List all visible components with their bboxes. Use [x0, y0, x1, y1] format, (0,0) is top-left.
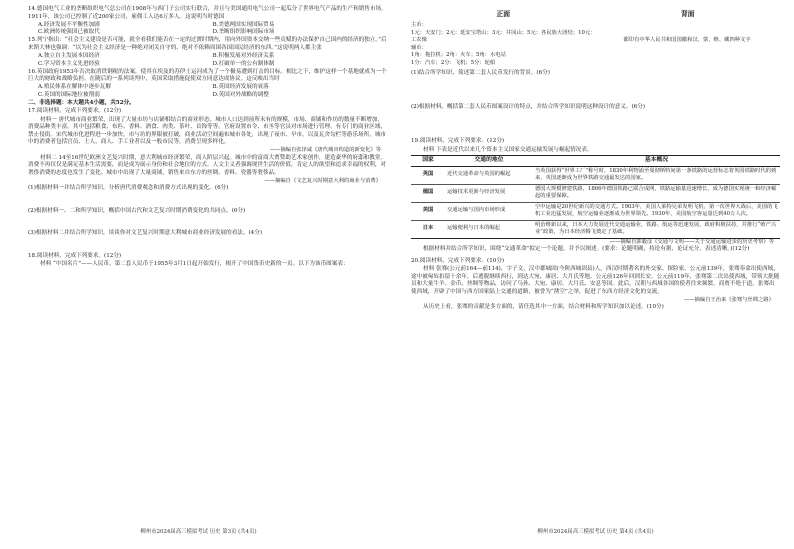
q14-option-a[interactable]: A.经济发展不平衡性加剧 [38, 21, 100, 28]
q19-requirement: 根据材料并结合所学知识，围绕“交通革命”拟定一个论题，并予以阐述。(要求：论题明确，持论有据，论证充分，表述清晰。)(12分) [423, 246, 750, 253]
banknote-front-label: 正面 [496, 10, 511, 18]
table-cell-status: 交通运输与国内市场形成 [445, 202, 533, 220]
q15-option-c[interactable]: C.学习资本主义先进经验 [38, 60, 100, 67]
q16-option-b[interactable]: B.英国经济发展的衰落 [212, 84, 269, 91]
q17-requirement-1: (1)根据材料一并结合所学知识，分析唐代消费观念和消费方式出现的变化。(6分) [28, 185, 229, 192]
right-page [397, 0, 794, 549]
table-cell-status: 近代交通革命与英国的崛起 [445, 166, 533, 184]
q17-material-2: 材料二 14至16世纪欧洲文艺复兴时期，意大利城市经济繁荣，商人阶层兴起。城市中的富商大贾赞助艺术家创作，建造豪华的府邸和教堂。消费不再仅仅是满足基本生活需要，而是成为展示身份和社会地位的方式。人文主义者强调现世生活的价值，肯定人的欲望和追求幸福的权利，对奢侈消费的态度也发生了变化。城市中出现了大量商铺，销售来自东方的丝绸、香料、瓷器等奢侈品。 [28, 154, 387, 176]
table-cell-country: 日本 [411, 220, 445, 238]
part2-heading: 二、非选择题：本大题共4小题，共52分。 [28, 99, 135, 106]
q20-requirement: 从历史上看，张骞的贡献是多方面的，请任选其中一方面，结合材料和所学知识加以论述。(10分) [423, 304, 664, 311]
banknote-front-column [411, 22, 596, 68]
banknote-row: 1角：拖拉机；2角：火车；5角：水电站 [411, 52, 506, 59]
q14-option-b[interactable]: B.美德两国实现国际贸易 [212, 21, 275, 28]
table-row [411, 220, 780, 238]
banknote-row: 1分：汽车；2分：飞机；5分：轮船 [411, 59, 496, 66]
q15-stem: 15.列宁指出：“社会主义建设是否可能，就全看我们能否在一定的过渡时期内，用向外国资本交纳一些贡赋的办法保护自己国内的经济的独立。”后来斯大林也强调：“以为社会主义经济是一种绝对闭关自守的、绝对不依赖周围各国国民经济的东西。”这说明两人都主张 [28, 37, 387, 51]
q14-option-d[interactable]: D.垄断组织影响国际市场 [212, 29, 275, 36]
banknote-table [411, 22, 780, 68]
q14-stem: 14.德国电气工业的垄断组织电气总公司在1908年与西门子公司实行联合，并且与美国通用电气公司一起瓜分了世界电气产品的生产和销售市场。1911年，该公司已控制了近200家公司，雇佣工人达6万多人。这说明当时德国 [28, 6, 387, 20]
banknote-header [411, 8, 780, 18]
banknote-row: 主币： [411, 22, 427, 28]
q20-heading: 20.阅读材料，完成下列要求。(10分) [411, 257, 505, 264]
table-row [411, 184, 780, 202]
q18-heading: 18.阅读材料，完成下列要求。(12分) [28, 252, 122, 259]
left-page-footer: 柳州市2024届高三模拟考试 历史 第3页 (共4页) [140, 529, 257, 535]
table-cell-overview: 德国大规模修建铁路，1866年德国铁路已联合成网，铁路运输量迅速增长，成为德国实现统一和经济崛起的重要保障。 [533, 184, 780, 202]
q20-source: ——摘编自王治来《张骞与丝绸之路》 [683, 296, 774, 303]
q16-option-c[interactable]: C.英国的国际地位被削弱 [38, 92, 100, 99]
q17-heading: 17.阅读材料，完成下列要求。(12分) [28, 108, 122, 115]
table-cell-overview: 空中运输是20世纪新兴的交通方式。1903年，美国人莱特兄弟发明飞机，第一次世界大战后，美国的飞机工业迅猛发展，航空运输业逐渐成为世界领先。1930年，美国航空客运量达到40万人次。 [533, 202, 780, 220]
table-cell-country: 德国 [411, 184, 445, 202]
q16-option-d[interactable]: D.英国对外战略的调整 [212, 92, 269, 99]
q15-option-b[interactable]: B.积极发展对外经济关系 [212, 52, 275, 59]
q17-requirement-2: (2)根据材料一、二和所学知识，概括中国古代和文艺复兴时期消费变化的共同点。(6分) [28, 207, 246, 214]
q19-material: 材料 下表是近代以来几个资本主义国家交通运输发展与崛起情况表。 [423, 146, 593, 153]
q17-material-1: 材料一 唐代城市商业繁荣，出现了大量市坊与店铺相结合的商业形态。城市人口达到前所未有的规模，市场、商铺和作坊的数量不断增加，消费品种类丰富，其中包括粮食、布匹、香料、酒食、肉类、茶叶、首饰等等。官府设置市令、市丞等官员对市场进行管理，有专门的商业区域，禁止侵街。宋代城市化进程进一步加快，市与坊的界限被打破，商业活动空间遍布城市各处，出现了夜市、早市，以及瓦舍勾栏等游乐场所，城市中的消费者包括官员、士人、商人、手工业者以及一般市民等，消费呈现多样化。 [28, 116, 387, 146]
q19-heading: 19.阅读材料，完成下列要求。(12分) [411, 138, 505, 145]
q16-options [28, 84, 387, 100]
banknote-row: 1元：天安门；2元：延安宝塔山；3元：井冈山；5元：各民族大团结；10元：工农像 [411, 29, 596, 44]
q14-option-c[interactable]: C.欧洲传统强国已被取代 [38, 29, 100, 36]
table-header-country: 国家 [411, 156, 445, 167]
q18-requirement-2: (2)根据材料，概括第二套人民币图案设计的特点，并结合所学知识说明这种设计的意义。(6分) [411, 103, 646, 110]
banknote-back-label: 背面 [680, 10, 695, 18]
q16-option-a[interactable]: A.殖民体系在解体中逐步瓦解 [38, 84, 111, 91]
right-page-footer: 柳州市2024届高三模拟考试 历史 第4页 (共4页) [537, 529, 654, 535]
table-cell-status: 运输便利与日本的崛起 [445, 220, 533, 238]
q15-option-a[interactable]: A.独立自主发展本国经济 [38, 52, 100, 59]
table-header-status: 交通的地位 [445, 156, 533, 167]
table-header-overview: 基本概况 [533, 156, 780, 167]
table-cell-status: 运输技术更新与经济发展 [445, 184, 533, 202]
q18-material: 材料 “中国名片”——人民币。第二套人民币于1955年3月1日起开始发行，揭开了中国货币史新的一页。以下为该币图案表： [40, 261, 349, 268]
table-cell-country: 英国 [411, 166, 445, 184]
banknote-back-text: 都印有中华人民共和国国徽和汉、蒙、维、藏四种文字 [623, 37, 751, 43]
q14-options [28, 22, 387, 38]
banknote-row: 辅币： [411, 44, 427, 51]
q15-options [28, 53, 387, 69]
q20-material: 材料 张骞(公元前164—前114)，字子文，汉中郡城固(今陕西城固县)人，西汉时期著名的外交家、探险家。公元前139年，张骞奉命出使西域，途中被匈奴扣留十余年，后逃脱继续西行，到达大宛、康居、大月氏等地。公元前126年回到长安。公元前119年，张骞第二次出使西域，带领大批随员和大量牛羊、金币、丝绸等物品，访问了乌孙、大宛、康居、大月氏、安息等国。此后，汉朝与西域各国的使者往来频繁，商贾不绝于道。张骞出使西域，开辟了中国与西方国家陆上交通的道路，被誉为“凿空”之举，促进了东西方经济文化的交流。 [411, 266, 780, 295]
table-row [411, 166, 780, 184]
q18-requirement-1: (1)结合所学知识，简述第二套人民币发行的背景。(6分) [411, 69, 550, 76]
table-row [411, 202, 780, 220]
table-cell-country: 美国 [411, 202, 445, 220]
transport-table [411, 155, 780, 239]
q19-source: ——摘编自郭毅彦《交通与文明——关于交通运输进步的历史考察》等 [609, 238, 774, 245]
table-cell-overview: 当英国获得“世界工厂”称号时，1830年利物浦至曼彻斯特间第一条铁路的运营标志着英国铁路时代的到来，英国逐渐成为世界铁路交通最发达的国家。 [533, 166, 780, 184]
q15-option-d[interactable]: D.打破单一的公有制体制 [212, 60, 275, 67]
q17-material-1-source: ——摘编自张泽咸《唐代城市构造的新变化》等 [269, 147, 381, 154]
q17-material-2-source: ——摘编自《文艺复兴时期意大利的商业与消费》 [264, 177, 381, 184]
table-cell-overview: 明治维新以来，日本大力发展近代交通运输业，铁路、航运等迅速发展，政府积极扶持，并推行“殖产兴业”政策，为日本经济腾飞奠定了基础。 [533, 220, 780, 238]
q17-requirement-3: (3)根据材料二并结合所学知识，谈谈你对文艺复兴时期意大利城市商业经济发展的看法。(4分) [28, 230, 263, 237]
q16-stem: 16.英国政府1953年否决取消铁钢税的法案，使其在埃及的苏伊士运河成为了一个极易遭到打击的目标。相比之下，维护这样一个基地就成为一个巨大的财政和战略负担。在随后的一系列谈判中，英国采取措施促使双方同意达成协议。这反映出当时 [28, 68, 387, 83]
